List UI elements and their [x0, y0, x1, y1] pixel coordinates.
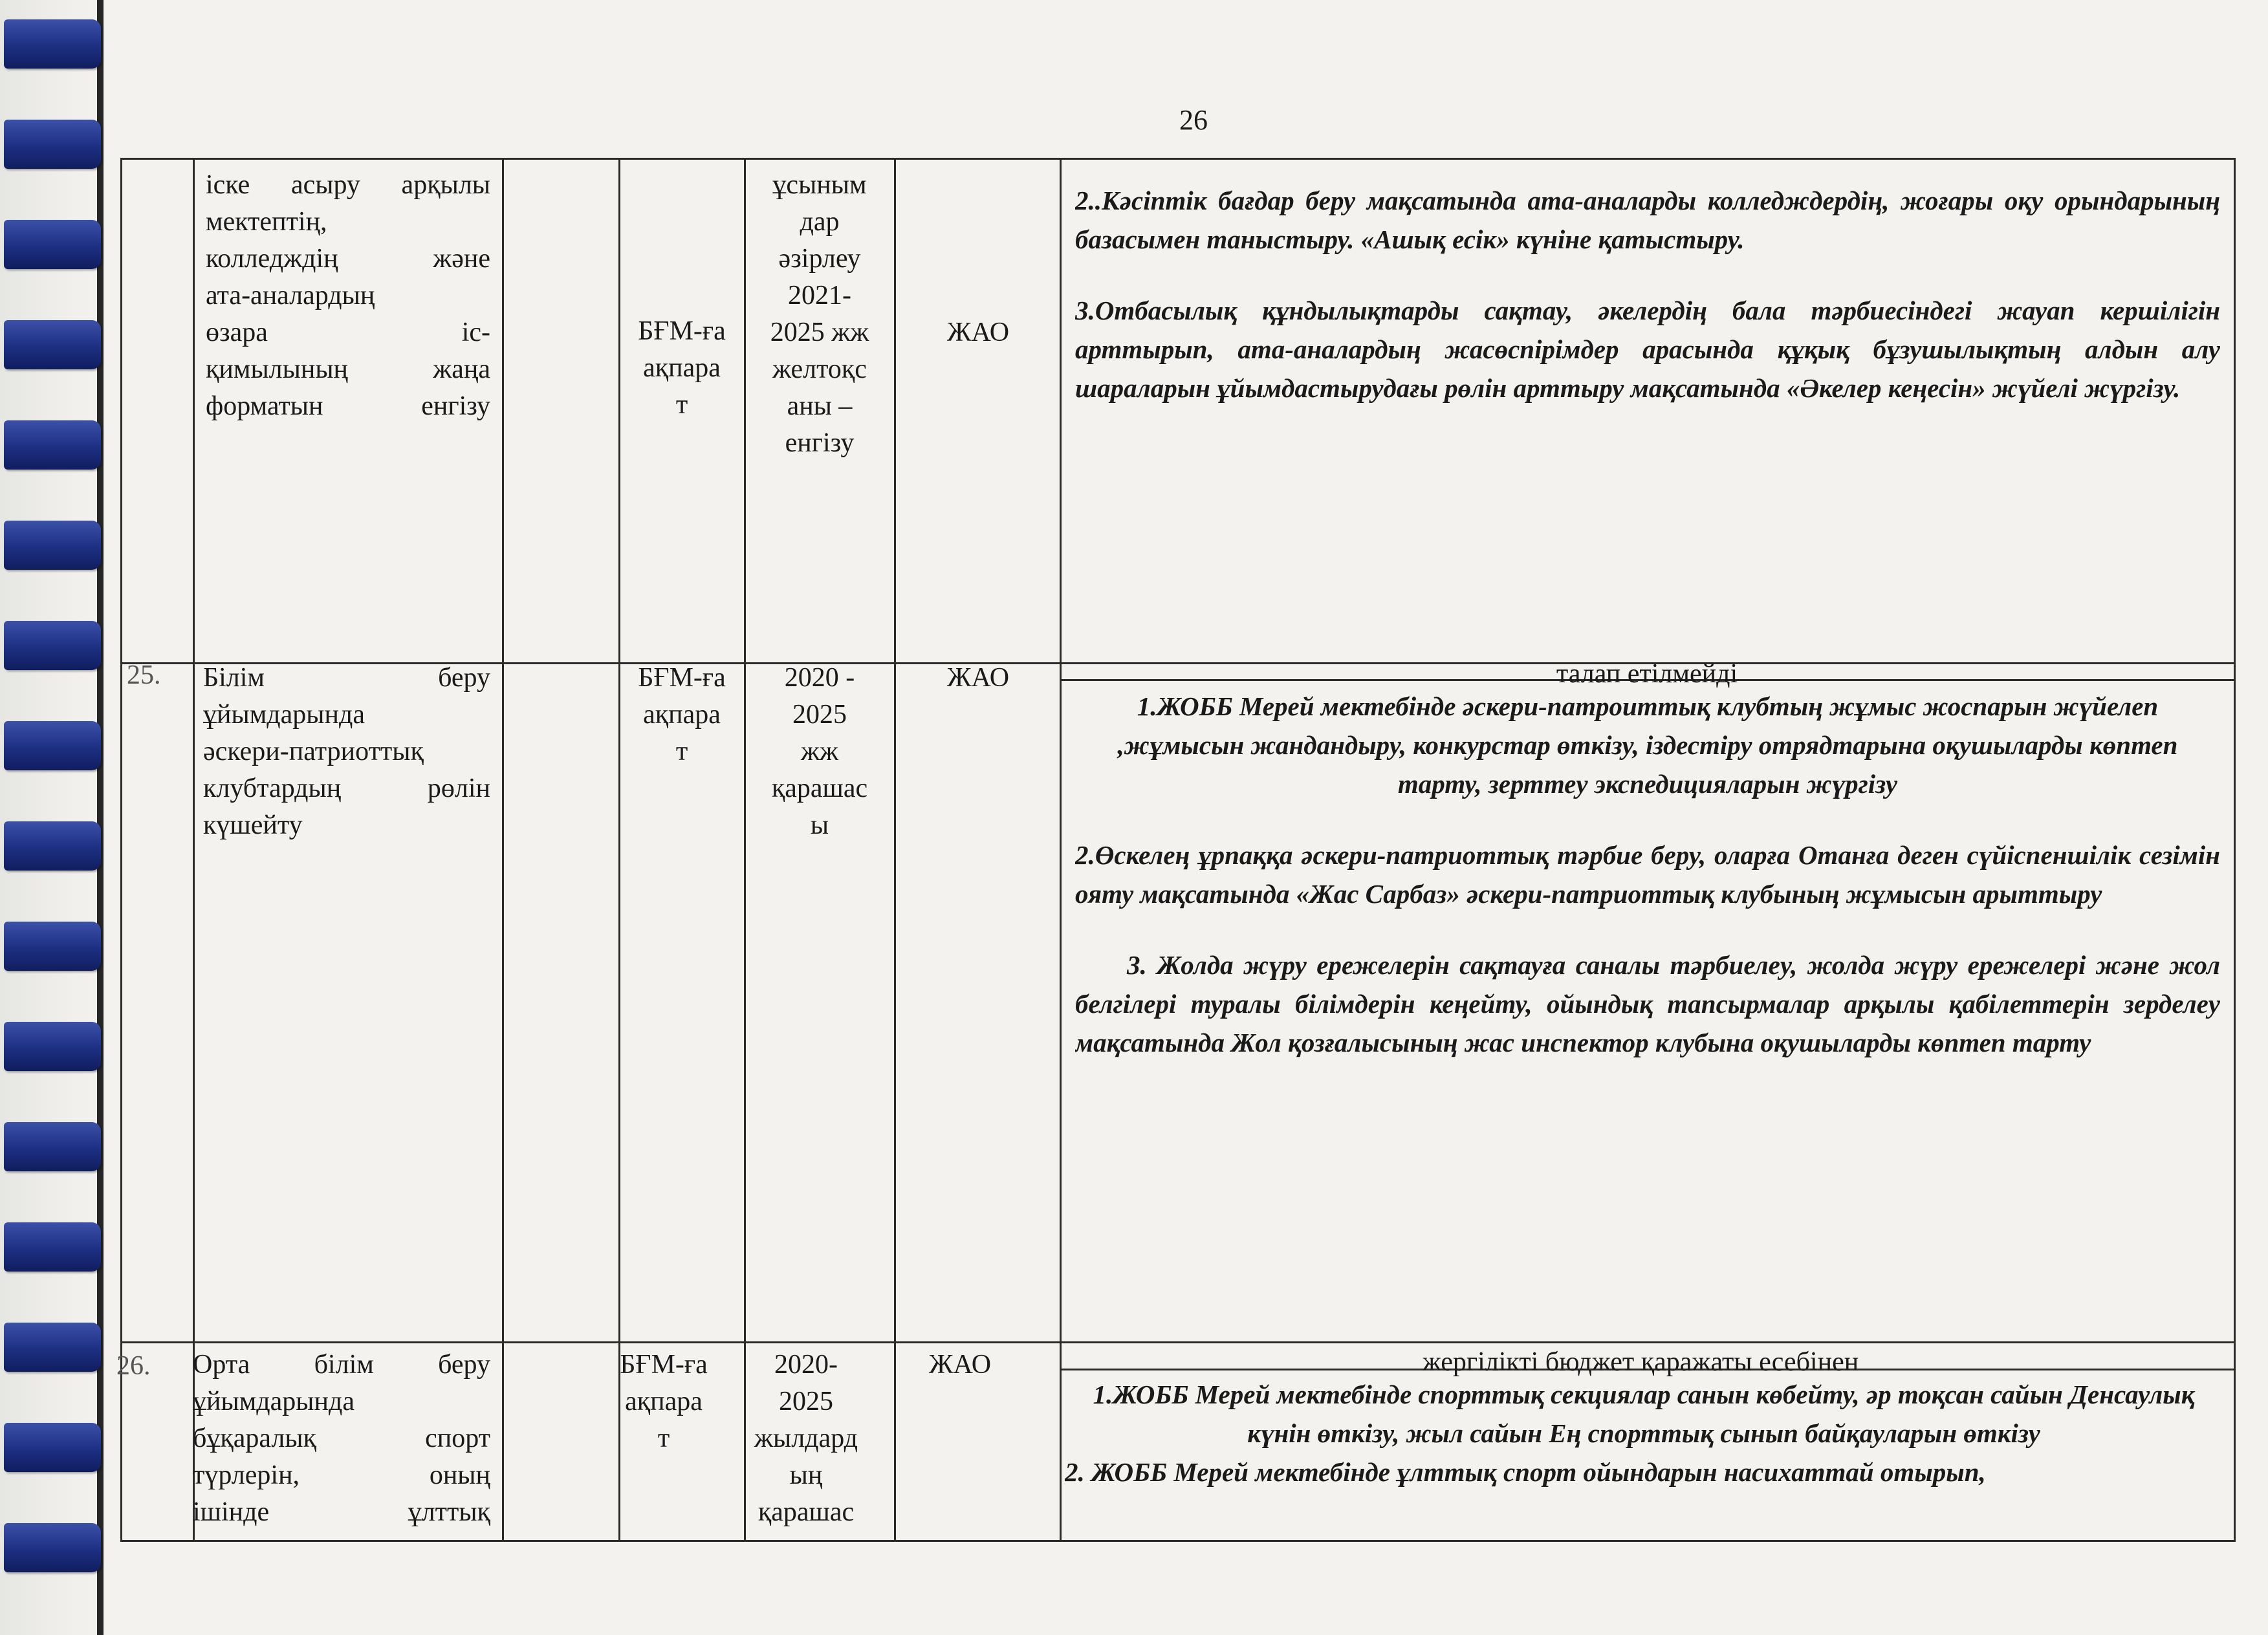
table-border-bottom — [120, 1540, 2236, 1542]
term-line: 2025 жж — [770, 318, 869, 347]
task-line: ұйымдарында — [193, 1387, 354, 1416]
page-number: 26 — [1179, 104, 1208, 136]
column-divider — [502, 158, 504, 1542]
row-term — [749, 167, 890, 462]
binding-ring — [4, 521, 101, 570]
binding-strip — [0, 0, 110, 1635]
task-line: бұқаралық спорт — [193, 1424, 490, 1453]
task-line: ұйымдарында — [203, 700, 365, 730]
column-divider — [618, 158, 620, 1542]
task-line: ішінде ұлттық — [193, 1497, 490, 1527]
form-line: БҒМ-ға — [638, 316, 726, 346]
action-item: 2.Өскелең ұрпаққа әскери-патриоттық тәрбие беру, оларға Отанға деген сүйіспеншілік сезімін ояту мақсатында «Жас Сарбаз» әскери-патриоттық клубының жұмысын арыттыру — [1075, 840, 2220, 909]
action-item: 3. Жолда жүру ережелерін сақтауға саналы тәрбиелеу, жолда жүру ережелері және жол белгілері туралы білімдерін кеңейту, ойындық тапсырмалар арқылы қабілеттерін зерделеу мақсатында Жол қозғалысының жас инспектор клубына оқушыларды көптеп тарту — [1075, 950, 2220, 1057]
term-line: енгізу — [785, 428, 855, 458]
term-line: жылдард — [754, 1424, 858, 1453]
term-line: жж — [800, 737, 839, 766]
task-line: күшейту — [203, 810, 303, 840]
term-line: дар — [800, 207, 840, 237]
binding-ring — [4, 1022, 101, 1071]
column-divider — [744, 158, 746, 1542]
binding-ring — [4, 821, 101, 871]
row-task — [193, 1347, 490, 1531]
task-line: колледждің және — [206, 244, 490, 274]
row-reporting-form — [625, 313, 739, 424]
row-actions — [1075, 181, 2220, 440]
action-item: 1.ЖОББ Мерей мектебінде әскери-патроиттық клубтың жұмыс жоспарын жүйелеп ,жұмысын жандандыру, конкурстар өткізу, іздестіру отрядтарына оқушыларды көптеп тарту, зерттеу экспедицияларын жүргізу — [1117, 691, 2178, 799]
row-actions — [1065, 1375, 2223, 1537]
binding-ring — [4, 1323, 101, 1372]
binding-ring — [4, 721, 101, 770]
form-line: ақпара — [643, 353, 721, 383]
task-line: түрлерін, оның — [193, 1460, 490, 1490]
term-line: желтоқс — [772, 354, 867, 384]
binding-ring — [4, 1523, 101, 1572]
task-line: қимылының жаңа — [206, 354, 490, 384]
term-line: әзірлеу — [778, 244, 861, 274]
row-actions — [1075, 687, 2220, 1094]
task-line: клубтардың рөлін — [203, 774, 490, 803]
row-task — [206, 167, 490, 645]
action-item: 1.ЖОББ Мерей мектебінде спорттық секциялар санын көбейту, әр тоқсан сайын Денсаулық күнін өткізу, жыл сайын Ең спорттық сынып байқауларын өткізу — [1093, 1380, 2195, 1448]
binding-ring — [4, 220, 101, 269]
form-line: БҒМ-ға — [638, 663, 726, 693]
action-item: 2..Кәсіптік бағдар беру мақсатында ата-аналарды колледждердің, жоғары оқу орындарының базасымен таныстыру. «Ашық есік» күніне қатыстыру. — [1075, 186, 2220, 254]
term-line: аны – — [787, 391, 853, 421]
row-divider — [120, 1341, 2236, 1343]
binding-ring — [4, 922, 101, 971]
row-task — [203, 660, 490, 844]
row-term — [749, 660, 890, 844]
task-line: өзара іс- — [206, 318, 490, 347]
form-line: т — [675, 737, 688, 766]
task-line: Білім беру — [203, 663, 490, 693]
term-line: 2021- — [788, 281, 851, 310]
row-term — [735, 1347, 877, 1534]
table-border-top — [120, 158, 2236, 160]
action-item: 3.Отбасылық құндылықтарды сақтау, әкелердің бала тәрбиесіндегі жауап кершілігін арттырып, ата-аналардың жасөспірімдер арасында құқық бұзушылықтың алдын алу шараларын ұйымдастырудағы рөлін арттыру мақсатында «Әкелер кеңесін» жүйелі жүргізу. — [1075, 296, 2220, 403]
task-line: әскери-патриоттық — [203, 737, 424, 766]
row-reporting-form — [625, 660, 739, 770]
row-funding: талап етілмейді — [1556, 659, 1738, 689]
term-line: қарашас — [771, 774, 868, 803]
term-line: 2020 - — [784, 663, 855, 693]
binding-ring — [4, 621, 101, 670]
term-line: ың — [789, 1460, 823, 1490]
row-responsible: ЖАО — [928, 1350, 992, 1380]
action-plan-table — [116, 158, 2236, 1542]
term-line: ы — [810, 810, 829, 840]
binding-ring — [4, 420, 101, 470]
form-line: ақпара — [625, 1387, 703, 1416]
task-line: Орта білім беру — [193, 1350, 490, 1380]
binding-ring — [4, 120, 101, 169]
binding-ring — [4, 320, 101, 369]
column-divider — [894, 158, 896, 1542]
row-number: 25. — [127, 660, 161, 690]
task-line: ата-аналардың — [206, 281, 375, 310]
binding-ring — [4, 1423, 101, 1472]
binding-ring — [4, 1122, 101, 1171]
task-line: іске асыру арқылы — [206, 170, 490, 200]
row-funding: жергілікті бюджет қаражаты есебінен — [1422, 1347, 1859, 1377]
column-divider — [193, 158, 195, 1542]
binding-ring — [4, 19, 101, 69]
row-responsible: ЖАО — [946, 318, 1010, 347]
row-responsible: ЖАО — [946, 663, 1010, 693]
table-border-left — [120, 158, 122, 1542]
term-line: ұсыным — [772, 170, 867, 200]
table-border-right — [2234, 158, 2236, 1542]
form-line: т — [675, 390, 688, 420]
task-line: форматын енгізу — [206, 391, 490, 421]
row-number: 26. — [116, 1351, 151, 1381]
term-line: қарашас — [758, 1497, 855, 1527]
form-line: ақпара — [643, 700, 721, 730]
term-line: 2020- — [774, 1350, 838, 1380]
form-line: т — [657, 1424, 670, 1453]
binding-ring — [4, 1222, 101, 1272]
task-line: мектептің, — [206, 207, 327, 237]
term-line: 2025 — [792, 700, 847, 730]
form-line: БҒМ-ға — [620, 1350, 708, 1380]
action-item: 2. ЖОББ Мерей мектебінде ұлттық спорт ойындарын насихаттай отырып, — [1065, 1457, 1986, 1487]
column-divider — [1060, 158, 1062, 1542]
term-line: 2025 — [779, 1387, 833, 1416]
row-reporting-form — [599, 1347, 728, 1457]
